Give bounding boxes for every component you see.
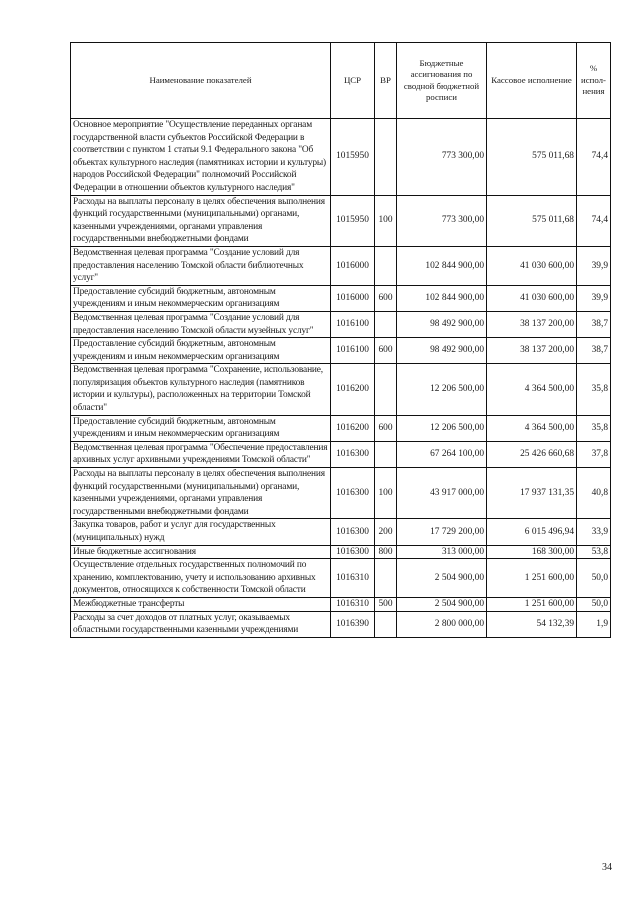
row-vr	[375, 246, 397, 285]
row-percent: 38,7	[577, 338, 611, 364]
row-vr: 600	[375, 285, 397, 311]
row-assigned: 2 800 000,00	[397, 611, 487, 637]
row-name: Ведомственная целевая программа "Создание условий для предоставления населению Томской области музейных услуг"	[71, 311, 331, 337]
row-csr: 1016310	[331, 559, 375, 598]
row-cash: 41 030 600,00	[487, 285, 577, 311]
row-assigned: 12 206 500,00	[397, 415, 487, 441]
table-row	[71, 597, 611, 611]
row-assigned: 2 504 900,00	[397, 559, 487, 598]
row-csr: 1016300	[331, 468, 375, 519]
table-row	[71, 468, 611, 519]
row-cash: 4 364 500,00	[487, 415, 577, 441]
row-csr: 1016310	[331, 597, 375, 611]
row-vr: 800	[375, 545, 397, 559]
row-cash: 6 015 496,94	[487, 519, 577, 545]
page-number: 34	[602, 862, 612, 873]
row-name: Иные бюджетные ассигнования	[71, 545, 331, 559]
row-assigned: 773 300,00	[397, 195, 487, 246]
row-percent: 50,0	[577, 559, 611, 598]
header-csr: ЦСР	[331, 43, 375, 119]
header-vr: ВР	[375, 43, 397, 119]
row-vr: 600	[375, 338, 397, 364]
row-percent: 39,9	[577, 285, 611, 311]
row-csr: 1016200	[331, 415, 375, 441]
table-row	[71, 195, 611, 246]
row-vr	[375, 441, 397, 467]
table-row	[71, 311, 611, 337]
row-cash: 25 426 660,68	[487, 441, 577, 467]
row-percent: 35,8	[577, 415, 611, 441]
header-name: Наименование показателей	[71, 43, 331, 119]
row-assigned: 102 844 900,00	[397, 285, 487, 311]
row-assigned: 313 000,00	[397, 545, 487, 559]
row-vr	[375, 311, 397, 337]
row-vr: 600	[375, 415, 397, 441]
row-vr	[375, 559, 397, 598]
row-assigned: 98 492 900,00	[397, 338, 487, 364]
row-cash: 41 030 600,00	[487, 246, 577, 285]
row-vr: 100	[375, 195, 397, 246]
table-row	[71, 246, 611, 285]
row-name: Осуществление отдельных государственных полномочий по хранению, комплектованию, учету и использованию архивных документов, относящихся к собственности Томской области	[71, 559, 331, 598]
table-row	[71, 611, 611, 637]
row-csr: 1016000	[331, 285, 375, 311]
table-row	[71, 519, 611, 545]
row-cash: 1 251 600,00	[487, 559, 577, 598]
row-cash: 17 937 131,35	[487, 468, 577, 519]
row-assigned: 773 300,00	[397, 119, 487, 196]
table-row	[71, 119, 611, 196]
row-percent: 74,4	[577, 195, 611, 246]
table-row	[71, 285, 611, 311]
row-cash: 38 137 200,00	[487, 338, 577, 364]
row-name: Ведомственная целевая программа "Создание условий для предоставления населению Томской области библиотечных услуг"	[71, 246, 331, 285]
row-percent: 35,8	[577, 364, 611, 415]
row-assigned: 17 729 200,00	[397, 519, 487, 545]
header-percent: % испол-нения	[577, 43, 611, 119]
header-assignments: Бюджетные ассигнования по сводной бюджетной росписи	[397, 43, 487, 119]
row-percent: 39,9	[577, 246, 611, 285]
row-assigned: 102 844 900,00	[397, 246, 487, 285]
row-csr: 1016300	[331, 441, 375, 467]
row-cash: 168 300,00	[487, 545, 577, 559]
row-cash: 1 251 600,00	[487, 597, 577, 611]
budget-execution-table	[70, 42, 611, 638]
row-percent: 37,8	[577, 441, 611, 467]
table-body	[71, 119, 611, 638]
row-csr: 1016300	[331, 519, 375, 545]
row-cash: 575 011,68	[487, 195, 577, 246]
row-csr: 1016390	[331, 611, 375, 637]
row-name: Расходы за счет доходов от платных услуг, оказываемых областными государственными казенными учреждениями	[71, 611, 331, 637]
table-row	[71, 559, 611, 598]
row-assigned: 43 917 000,00	[397, 468, 487, 519]
row-vr: 100	[375, 468, 397, 519]
row-csr: 1016100	[331, 311, 375, 337]
row-percent: 1,9	[577, 611, 611, 637]
header-cash: Кассовое исполнение	[487, 43, 577, 119]
row-name: Межбюджетные трансферты	[71, 597, 331, 611]
row-csr: 1015950	[331, 195, 375, 246]
row-csr: 1016000	[331, 246, 375, 285]
row-csr: 1016200	[331, 364, 375, 415]
row-name: Предоставление субсидий бюджетным, автономным учреждениям и иным некоммерческим организациям	[71, 285, 331, 311]
row-name: Основное мероприятие "Осуществление переданных органам государственной власти субъектов Российской Федерации в соответствии с пунктом 1 статьи 9.1 Федерального закона "Об объектах культурного наследия (памятниках истории и культуры) народов Российской Федерации" полномочий Российской Федерации в отношении объектов культурного наследия"	[71, 119, 331, 196]
row-percent: 53,8	[577, 545, 611, 559]
row-csr: 1016300	[331, 545, 375, 559]
row-name: Расходы на выплаты персоналу в целях обеспечения выполнения функций государственными (муниципальными) органами, казенными учреждениями, органами управления государственными внебюджетными фондами	[71, 468, 331, 519]
row-percent: 40,8	[577, 468, 611, 519]
row-cash: 575 011,68	[487, 119, 577, 196]
row-vr: 500	[375, 597, 397, 611]
table-row	[71, 338, 611, 364]
table-header-row	[71, 43, 611, 119]
row-vr	[375, 364, 397, 415]
row-assigned: 98 492 900,00	[397, 311, 487, 337]
table-row	[71, 545, 611, 559]
row-percent: 74,4	[577, 119, 611, 196]
row-cash: 4 364 500,00	[487, 364, 577, 415]
row-name: Предоставление субсидий бюджетным, автономным учреждениям и иным некоммерческим организациям	[71, 415, 331, 441]
row-vr: 200	[375, 519, 397, 545]
table-row	[71, 441, 611, 467]
row-vr	[375, 611, 397, 637]
row-csr: 1015950	[331, 119, 375, 196]
row-cash: 54 132,39	[487, 611, 577, 637]
row-cash: 38 137 200,00	[487, 311, 577, 337]
row-name: Ведомственная целевая программа "Обеспечение предоставления архивных услуг архивными учреждениями Томской области"	[71, 441, 331, 467]
row-percent: 38,7	[577, 311, 611, 337]
row-assigned: 12 206 500,00	[397, 364, 487, 415]
row-name: Расходы на выплаты персоналу в целях обеспечения выполнения функций государственными (муниципальными) органами, казенными учреждениями, органами управления государственными внебюджетными фондами	[71, 195, 331, 246]
row-percent: 33,9	[577, 519, 611, 545]
table-row	[71, 415, 611, 441]
row-name: Закупка товаров, работ и услуг для государственных (муниципальных) нужд	[71, 519, 331, 545]
row-name: Предоставление субсидий бюджетным, автономным учреждениям и иным некоммерческим организациям	[71, 338, 331, 364]
row-csr: 1016100	[331, 338, 375, 364]
row-name: Ведомственная целевая программа "Сохранение, использование, популяризация объектов культурного наследия (памятников истории и культуры), расположенных на территории Томской области"	[71, 364, 331, 415]
row-vr	[375, 119, 397, 196]
row-percent: 50,0	[577, 597, 611, 611]
table-row	[71, 364, 611, 415]
row-assigned: 2 504 900,00	[397, 597, 487, 611]
row-assigned: 67 264 100,00	[397, 441, 487, 467]
